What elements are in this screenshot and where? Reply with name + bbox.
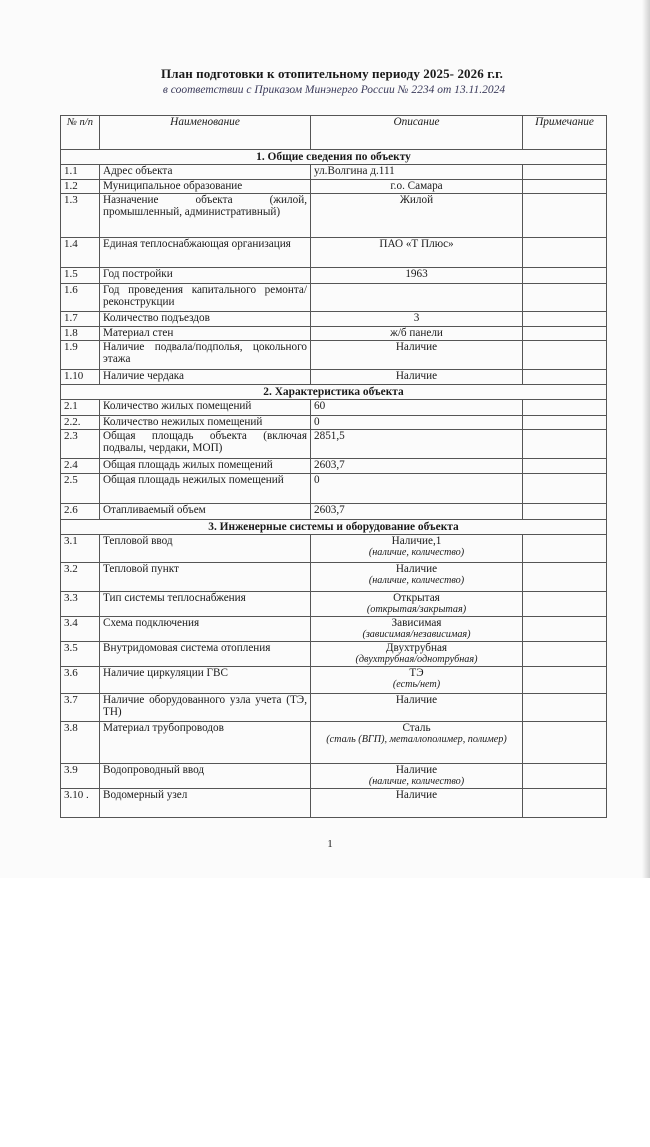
row-value: 2603,7 [314,504,345,516]
table-row [61,504,607,520]
row-name: Единая теплоснабжающая организация [100,238,311,268]
row-note [523,165,607,180]
row-name: Материал стен [100,327,311,341]
row-value: Открытая [393,592,440,604]
row-number: 3.4 [61,617,100,642]
row-number: 1.10 [61,370,100,385]
row-description [311,430,523,459]
row-value: Наличие [395,764,438,776]
table-row [61,194,607,238]
row-number: 1.7 [61,312,100,327]
row-name: Материал трубопроводов [100,722,311,764]
row-note [523,416,607,430]
row-description [311,694,523,722]
row-name: Тип системы теплоснабжения [100,592,311,617]
row-description [311,764,523,789]
row-number: 3.10 . [61,789,100,818]
row-note [523,592,607,617]
table-row [61,535,607,563]
row-description [311,165,523,180]
row-number: 1.2 [61,180,100,194]
header-num: № п/п [61,116,100,150]
row-number: 3.9 [61,764,100,789]
table-row [61,617,607,642]
row-value: 0 [314,416,320,428]
row-value: 60 [314,400,326,412]
row-description [311,400,523,416]
row-note [523,180,607,194]
table-row [61,694,607,722]
header-description: Описание [311,116,523,150]
row-value: Наличие [395,341,438,353]
row-note [523,400,607,416]
row-note [523,617,607,642]
table-row [61,180,607,194]
row-name: Тепловой пункт [100,563,311,592]
table-row [61,312,607,327]
row-number: 2.1 [61,400,100,416]
row-name: Внутридомовая система отопления [100,642,311,667]
row-value: Наличие [395,694,438,706]
row-value: Зависимая [391,617,442,629]
row-note [523,370,607,385]
table-row [61,474,607,504]
row-note [523,238,607,268]
row-value: г.о. Самара [390,180,443,192]
table-row [61,592,607,617]
row-description [311,341,523,370]
row-note [523,642,607,667]
row-name: Отапливаемый объем [100,504,311,520]
row-value: 3 [413,312,420,324]
row-name: Общая площадь нежилых помещений [100,474,311,504]
row-note [523,327,607,341]
section-header-row [61,385,607,400]
row-note [523,312,607,327]
row-description [311,268,523,284]
table-row [61,642,607,667]
row-number: 2.3 [61,430,100,459]
table-body [61,150,607,818]
row-description [311,722,523,764]
row-name: Водомерный узел [100,789,311,818]
row-number: 1.1 [61,165,100,180]
row-name: Количество подъездов [100,312,311,327]
page-edge-shadow [642,0,650,878]
row-value: Наличие,1 [391,535,442,547]
section-title: 1. Общие сведения по объекту [61,150,607,165]
row-note [523,694,607,722]
table-row [61,430,607,459]
row-note [523,459,607,474]
row-name: Количество жилых помещений [100,400,311,416]
row-value: Наличие [395,789,438,801]
row-note [523,430,607,459]
row-number: 3.1 [61,535,100,563]
row-note [523,789,607,818]
table-row [61,370,607,385]
row-number: 3.5 [61,642,100,667]
row-name: Тепловой ввод [100,535,311,563]
row-number: 2.2. [61,416,100,430]
row-number: 1.9 [61,341,100,370]
row-description [311,667,523,694]
row-description [311,535,523,563]
row-note [523,722,607,764]
row-name: Общая площадь жилых помещений [100,459,311,474]
row-note [523,284,607,312]
section-header-row [61,520,607,535]
row-value: Наличие [395,563,438,575]
row-note [523,764,607,789]
table-row [61,416,607,430]
table-row [61,327,607,341]
table-row [61,238,607,268]
table-row [61,789,607,818]
page-number: 1 [327,838,333,850]
row-note [523,535,607,563]
row-name: Наличие оборудованного узла учета (ТЭ, ТН) [100,694,311,722]
row-description [311,416,523,430]
row-value: 1963 [405,268,428,280]
row-description [311,617,523,642]
row-name: Адрес объекта [100,165,311,180]
row-note [523,474,607,504]
row-number: 1.3 [61,194,100,238]
row-number: 2.4 [61,459,100,474]
row-note [523,563,607,592]
section-title: 2. Характеристика объекта [61,385,607,400]
row-name: Схема подключения [100,617,311,642]
row-description [311,592,523,617]
row-description [311,238,523,268]
row-note [523,504,607,520]
table-row [61,459,607,474]
row-value-hint: (двухтрубная/однотрубная) [355,654,478,666]
row-value: Двухтрубная [385,642,448,654]
table-row [61,341,607,370]
row-description [311,194,523,238]
row-note [523,667,607,694]
row-number: 1.6 [61,284,100,312]
section-header-row [61,150,607,165]
row-description [311,474,523,504]
heating-plan-table [60,115,607,818]
row-name: Год проведения капитального ремонта/реконструкции [100,284,311,312]
document-title: План подготовки к отопительному периоду 2025- 2026 г.г. [161,66,503,81]
table-row [61,268,607,284]
row-number: 3.8 [61,722,100,764]
row-number: 3.6 [61,667,100,694]
table-row [61,764,607,789]
row-value: 2851,5 [314,430,345,442]
row-value: ТЭ [409,667,424,679]
row-number: 1.8 [61,327,100,341]
row-name: Наличие чердака [100,370,311,385]
document-subtitle: в соответствии с Приказом Минэнерго России № 2234 от 13.11.2024 [162,84,506,96]
row-value-hint: (зависимая/независимая) [362,629,471,641]
row-name: Водопроводный ввод [100,764,311,789]
row-number: 2.5 [61,474,100,504]
row-name: Год постройки [100,268,311,284]
row-number: 2.6 [61,504,100,520]
row-name: Наличие подвала/подполья, цокольного этажа [100,341,311,370]
row-value-hint: (сталь (ВГП), металлополимер, полимер) [326,734,507,746]
table-row [61,400,607,416]
row-name: Наличие циркуляции ГВС [100,667,311,694]
section-title: 3. Инженерные системы и оборудование объекта [61,520,607,535]
row-number: 3.3 [61,592,100,617]
row-value-hint: (есть/нет) [392,679,441,691]
table-row [61,165,607,180]
row-description [311,327,523,341]
row-number: 3.2 [61,563,100,592]
row-description [311,789,523,818]
row-note [523,341,607,370]
row-value: Жилой [399,194,434,206]
row-number: 3.7 [61,694,100,722]
row-description [311,284,523,312]
row-description [311,642,523,667]
row-value: Наличие [395,370,438,382]
table-row [61,722,607,764]
row-description [311,504,523,520]
row-description [311,563,523,592]
row-value-hint: (наличие, количество) [368,575,465,587]
row-value: Сталь [402,722,431,734]
row-value: ул.Волгина д.111 [314,165,395,177]
header-note: Примечание [523,116,607,150]
row-value: ПАО «Т Плюс» [379,238,454,250]
row-name: Общая площадь объекта (включая подвалы, чердаки, МОП) [100,430,311,459]
table-row [61,667,607,694]
row-value-hint: (наличие, количество) [368,776,465,788]
row-value-hint: (открытая/закрытая) [366,604,467,616]
table-header-row [61,116,607,150]
table-row [61,563,607,592]
row-number: 1.4 [61,238,100,268]
row-value: 0 [314,474,320,486]
row-name: Количество нежилых помещений [100,416,311,430]
row-description [311,312,523,327]
row-description [311,180,523,194]
row-value: ж/б панели [390,327,443,339]
row-note [523,268,607,284]
header-name: Наименование [100,116,311,150]
table-row [61,284,607,312]
row-name: Назначение объекта (жилой, промышленный, административный) [100,194,311,238]
row-number: 1.5 [61,268,100,284]
row-description [311,459,523,474]
row-description [311,370,523,385]
row-note [523,194,607,238]
row-value: 2603,7 [314,459,345,471]
row-name: Муниципальное образование [100,180,311,194]
row-value-hint: (наличие, количество) [368,547,465,559]
